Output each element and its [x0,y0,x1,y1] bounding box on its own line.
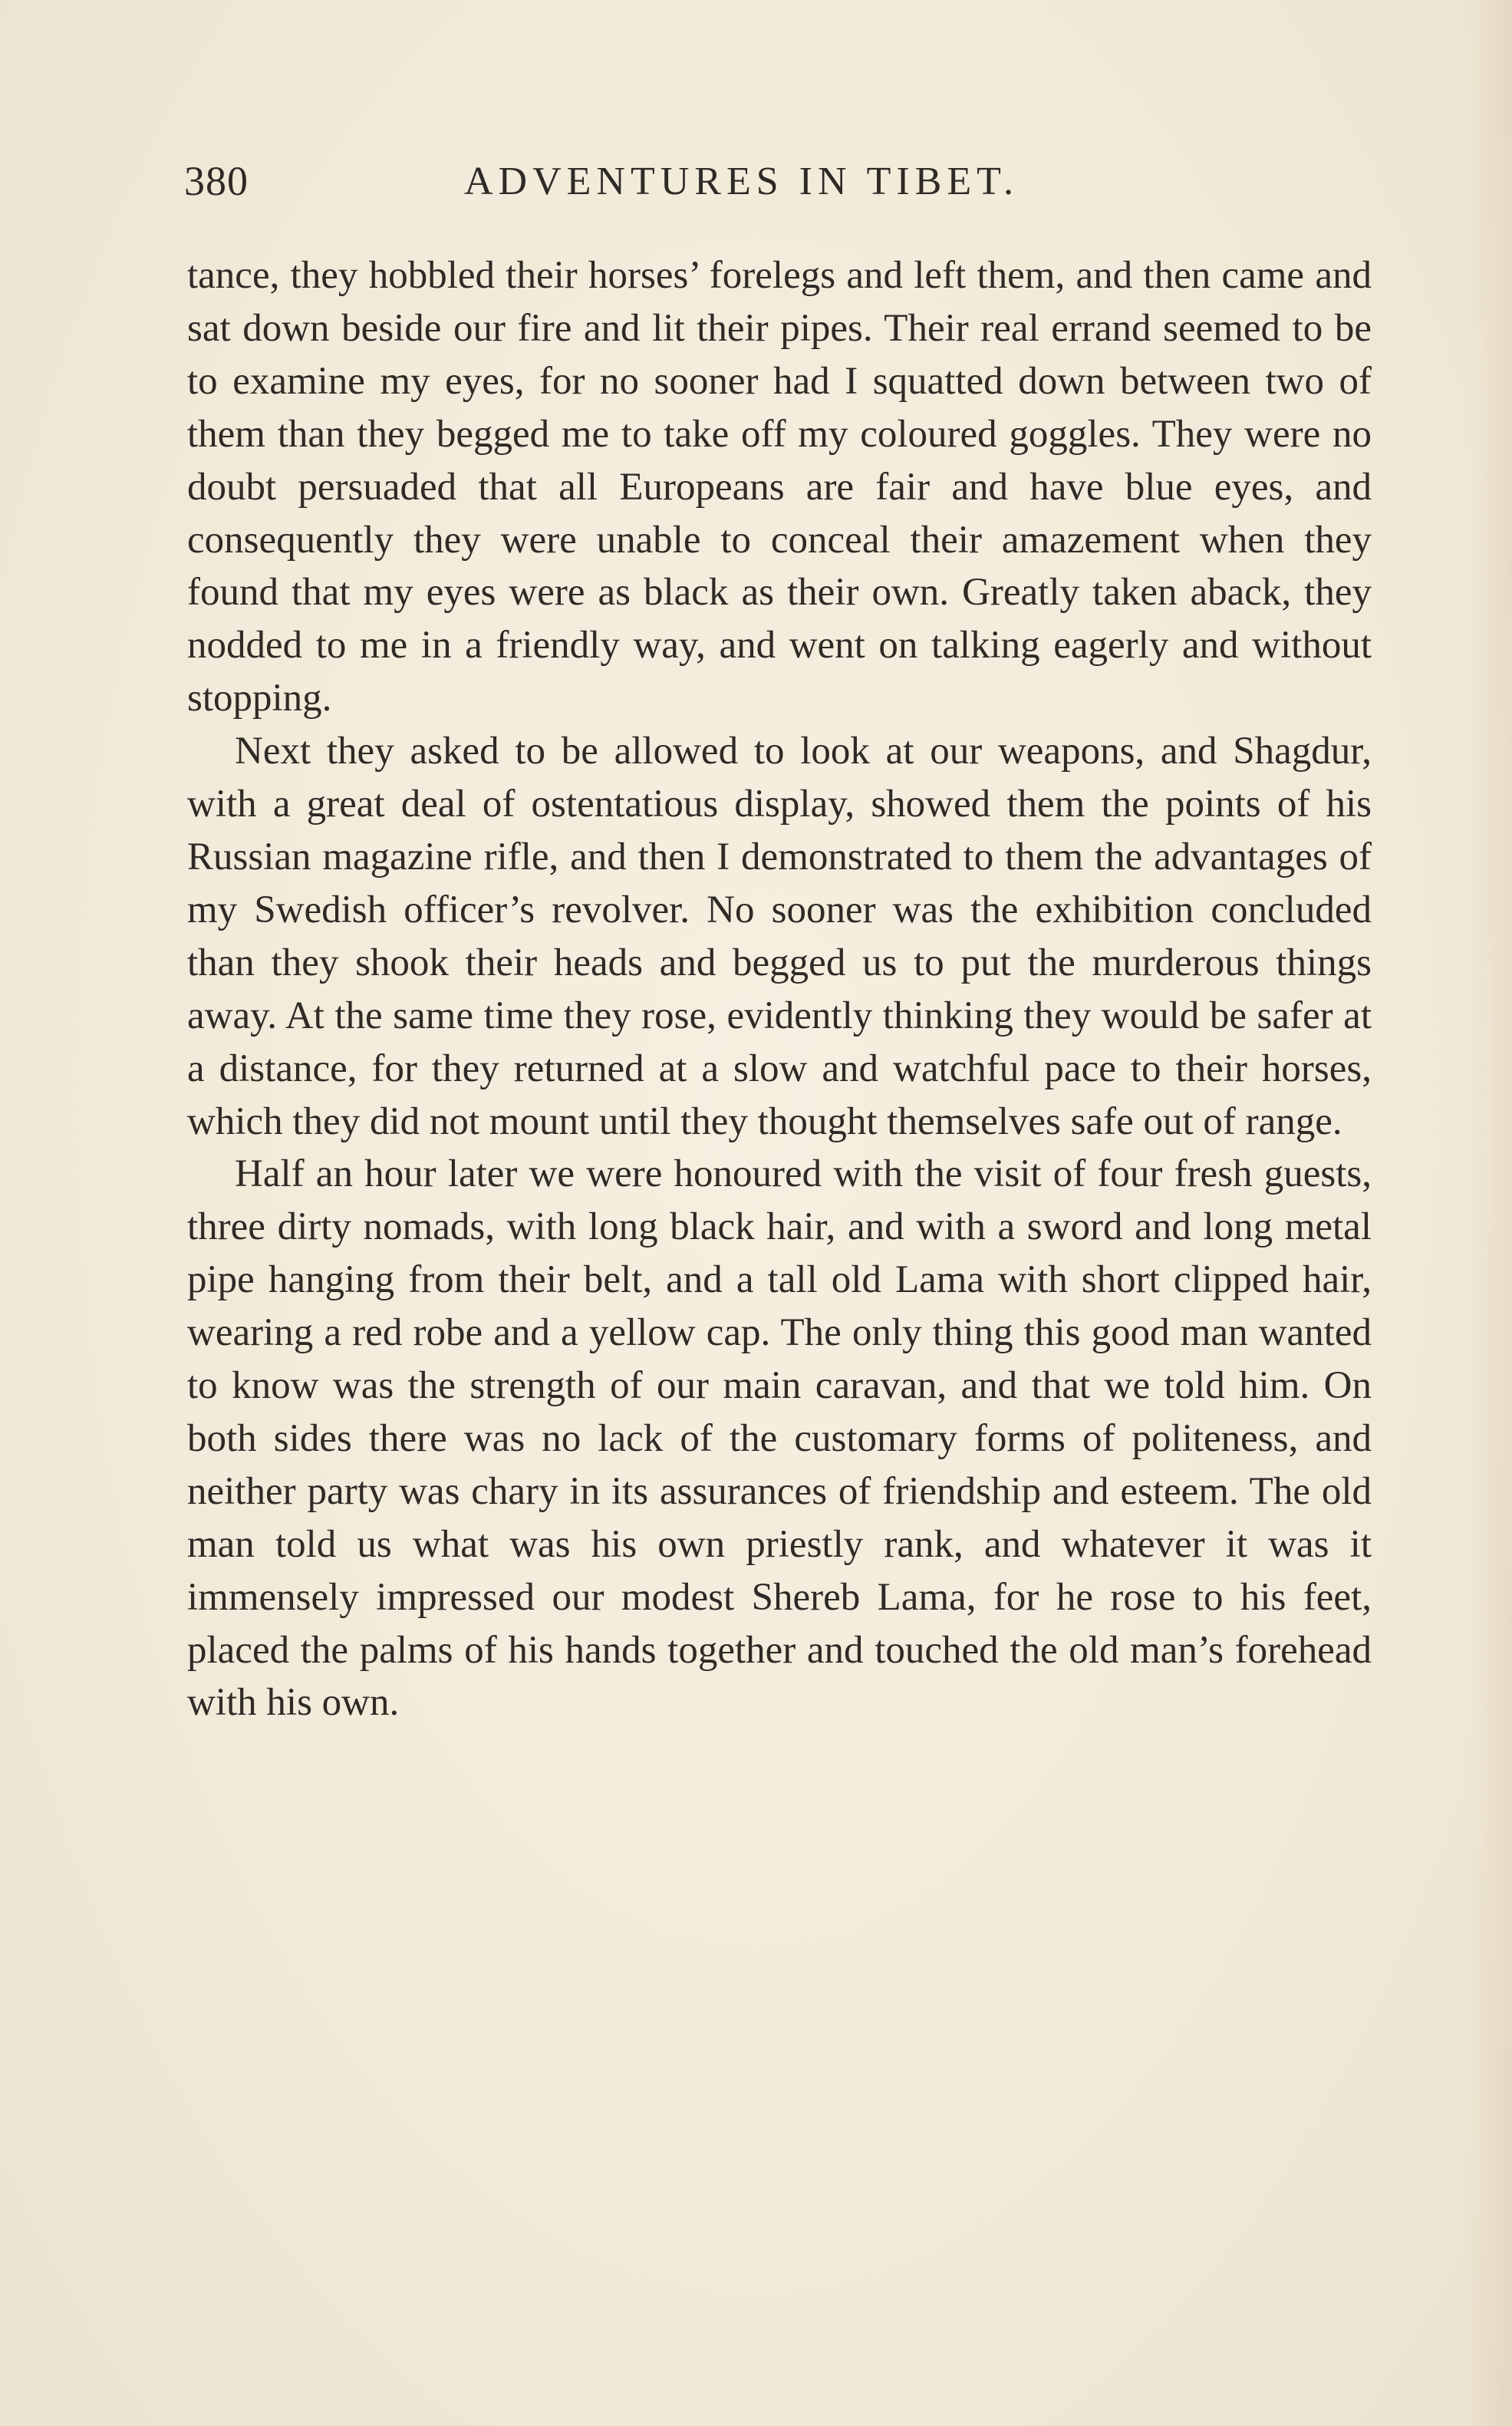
paragraph-1: tance, they hobbled their horses’ forelegs and left them, and then came and sat down beside our fire and lit their pipes. Their real errand seemed to be to examine my eyes, for no sooner had I squatted down between two of them than they begged me to take off my coloured goggles. They were no doubt persuaded that all Europeans are fair and have blue eyes, and consequently they were unable to conceal their amazement when they found that my eyes were as black as their own. Greatly taken aback, they nodded to me in a friendly way, and went on talking eagerly and without stopping. [187,254,1372,720]
body-text [187,249,1372,1729]
page-header [184,157,1369,211]
running-title: ADVENTURES IN TIBET. [464,160,1020,203]
paragraph-2: Next they asked to be allowed to look at our weapons, and Shagdur, with a great deal of ostentatious display, showed them the points of his Russian magazine rifle, and then I demonstrated to them the advantages of my Swedish officer’s revolver. No sooner was the exhibition concluded than they shook their heads and begged us to put the murderous things away. At the same time they rose, evidently thinking they would be safer at a distance, for they returned at a slow and watchful pace to their horses, which they did not mount until they thought themselves safe out of range. [187,730,1372,1143]
paragraph-3: Half an hour later we were honoured with the visit of four fresh guests, three dirty nomads, with long black hair, and with a sword and long metal pipe hanging from their belt, and a tall old Lama with short clipped hair, wearing a red robe and a yellow cap. The only thing this good man wanted to know was the strength of our main caravan, and that we told him. On both sides there was no lack of the customary forms of politeness, and neither party was chary in its assurances of friendship and esteem. The old man told us what was his own priestly rank, and whatever it was it immensely impressed our modest Shereb Lama, for he rose to his feet, placed the palms of his hands together and touched the old man’s forehead with his own. [187,1152,1372,1725]
page-number: 380 [184,158,249,204]
page-edge-shadow [1466,0,1512,2426]
